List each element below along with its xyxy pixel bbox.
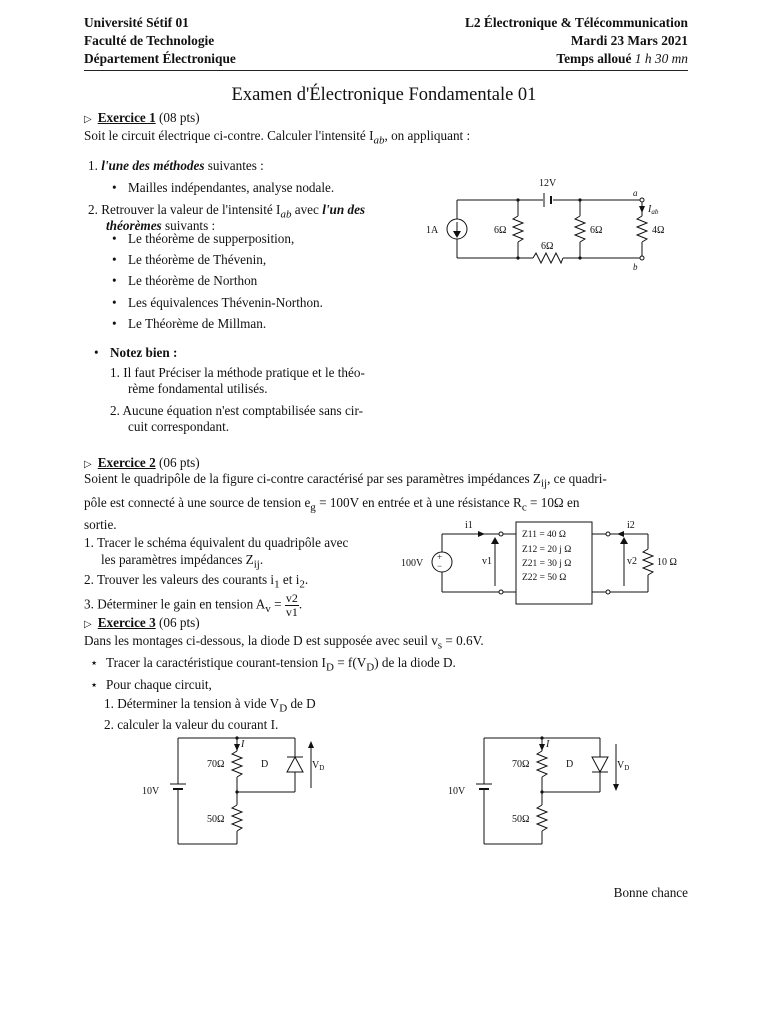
voltage-label: 12V — [539, 178, 557, 189]
resistor-label: 50Ω — [207, 814, 225, 825]
header-institution — [84, 14, 236, 68]
ex3-circuit-b — [444, 734, 654, 850]
ex2-quadripole-diagram — [398, 516, 688, 608]
note-item-1-cont: rème fondamental utilisés. — [128, 381, 268, 396]
ex3-circuit-a — [140, 734, 350, 850]
note-item-1: 1. Il faut Préciser la méthode pratique et le théo- — [110, 365, 365, 380]
ex1-item1: 1. l'une des méthodes suivantes : — [88, 158, 264, 173]
resistor-label: 6Ω — [541, 241, 554, 252]
ex3-sub-2: 2. calculer la valeur du courant I. — [104, 717, 279, 732]
ex1-circuit-diagram — [420, 172, 680, 278]
theorem-item: • Le théorème de supperposition, — [112, 231, 295, 246]
resistor-label: 70Ω — [207, 759, 225, 770]
vd-label: $V_D$ — [617, 760, 630, 772]
svg-text:−: − — [437, 561, 443, 571]
theorem-item: • Le théorème de Northon — [112, 273, 258, 288]
voltage-label: 10V — [142, 786, 160, 797]
current-label: I — [241, 739, 245, 750]
triangle-icon: ▷ — [84, 114, 92, 125]
header-course-info — [465, 14, 688, 68]
load-label: 10 Ω — [657, 557, 677, 568]
ex3-star-1: ⋆ Tracer la caractéristique courant-tension $I_D = f(V_D)$ de la diode D. — [90, 655, 456, 674]
triangle-icon: ▷ — [84, 459, 92, 470]
node-a-label: a — [633, 188, 638, 198]
course-level: L2 Électronique & Télécommunication — [464, 15, 688, 30]
header-rule — [84, 70, 688, 71]
star-icon: ⋆ — [90, 655, 99, 670]
ex2-q1-cont: les paramètres impédances $Z_{ij}$. — [101, 552, 264, 571]
current-source-label: 1A — [426, 225, 439, 236]
resistor-label: 4Ω — [652, 225, 665, 236]
diode-label: D — [261, 759, 269, 770]
star-icon: ⋆ — [90, 677, 99, 692]
exam-date: Mardi 23 Mars 2021 — [570, 33, 688, 48]
ex2-q1: 1. Tracer le schéma équivalent du quadripôle avec — [84, 535, 349, 550]
exam-duration: Temps alloué 1 h 30 mn — [556, 51, 688, 66]
ex1-heading: ▷ Exercice 1 (08 pts) — [84, 110, 200, 125]
ex2-q2: 2. Trouver les valeurs des courants $i_1$ et $i_2$. — [84, 572, 309, 591]
department-name: Département Électronique — [84, 51, 236, 66]
ex1-item2: 2. Retrouver la valeur de l'intensité $I_{ab}$ avec l'un des — [88, 202, 366, 221]
resistor-label: 70Ω — [512, 759, 530, 770]
current-label: $I_{ab}$ — [648, 204, 659, 216]
note-item-2-cont: cuit correspondant. — [128, 419, 230, 434]
z12-label: Z12 = 20 j Ω — [522, 545, 572, 555]
ex2-text: Soient le quadripôle de la figure ci-contre caractérisé par ses paramètres impédances $Z_{ij}$, ce quadri- pôle est connecté à une source de tension $e_g = 100V$ en entrée et à une résistance $R_c = 10\Omega$ en sortie. — [84, 471, 607, 533]
ex2-heading: ▷ Exercice 2 (06 pts) — [84, 455, 200, 470]
i2-label: i2 — [627, 520, 635, 531]
node-b-label: b — [633, 262, 638, 272]
theorem-item: • Le théorème de Thévenin, — [112, 252, 267, 267]
ex3-sub-1: 1. Déterminer la tension à vide $V_D$ de D — [104, 696, 316, 715]
ex3-star-2: ⋆ Pour chaque circuit, — [90, 677, 212, 692]
z22-label: Z22 = 50 Ω — [522, 573, 567, 583]
v2-label: v2 — [627, 556, 637, 567]
z11-label: Z11 = 40 Ω — [522, 530, 566, 540]
gain-fraction: $\frac{v2}{v1}$ — [285, 591, 298, 619]
voltage-label: 10V — [448, 786, 466, 797]
ex1-intro: Soit le circuit électrique ci-contre. Calculer l'intensité $I_{ab}$, on appliquant : — [84, 128, 471, 147]
ex3-heading: ▷ Exercice 3 (06 pts) — [84, 615, 200, 630]
resistor-label: 6Ω — [590, 225, 603, 236]
i1-label: i1 — [465, 520, 473, 531]
vd-label: $V_D$ — [312, 760, 325, 772]
ex2-q3: 3. Déterminer le gain en tension $A_v$ = $\frac{v2}{v1}$ . — [84, 591, 303, 619]
svg-text:+: + — [437, 552, 443, 562]
footer-note: Bonne chance — [613, 885, 688, 900]
note-title: • Notez bien : — [94, 345, 178, 360]
resistor-label: 50Ω — [512, 814, 530, 825]
university-name: Université Sétif 01 — [84, 15, 189, 30]
z21-label: Z21 = 30 j Ω — [522, 559, 572, 569]
v1-label: v1 — [482, 556, 492, 567]
ex3-intro: Dans les montages ci-dessous, la diode D est supposée avec seuil $v_s = 0.6V$. — [84, 633, 484, 652]
ex1-item1-bullet: • Mailles indépendantes, analyse nodale. — [112, 180, 335, 195]
theorem-item: • Les équivalences Thévenin-Northon. — [112, 295, 323, 310]
exam-title: Examen d'Électronique Fondamentale 01 — [231, 85, 537, 105]
theorem-item: • Le Théorème de Millman. — [112, 316, 267, 331]
triangle-icon: ▷ — [84, 619, 92, 630]
faculty-name: Faculté de Technologie — [84, 33, 215, 48]
diode-label: D — [566, 759, 574, 770]
note-item-2: 2. Aucune équation n'est comptabilisée sans cir- — [110, 403, 363, 418]
resistor-label: 6Ω — [494, 225, 507, 236]
source-label: 100V — [401, 558, 424, 569]
ex1-item2-cont: théorèmes suivants : — [106, 218, 216, 233]
current-label: I — [546, 739, 550, 750]
